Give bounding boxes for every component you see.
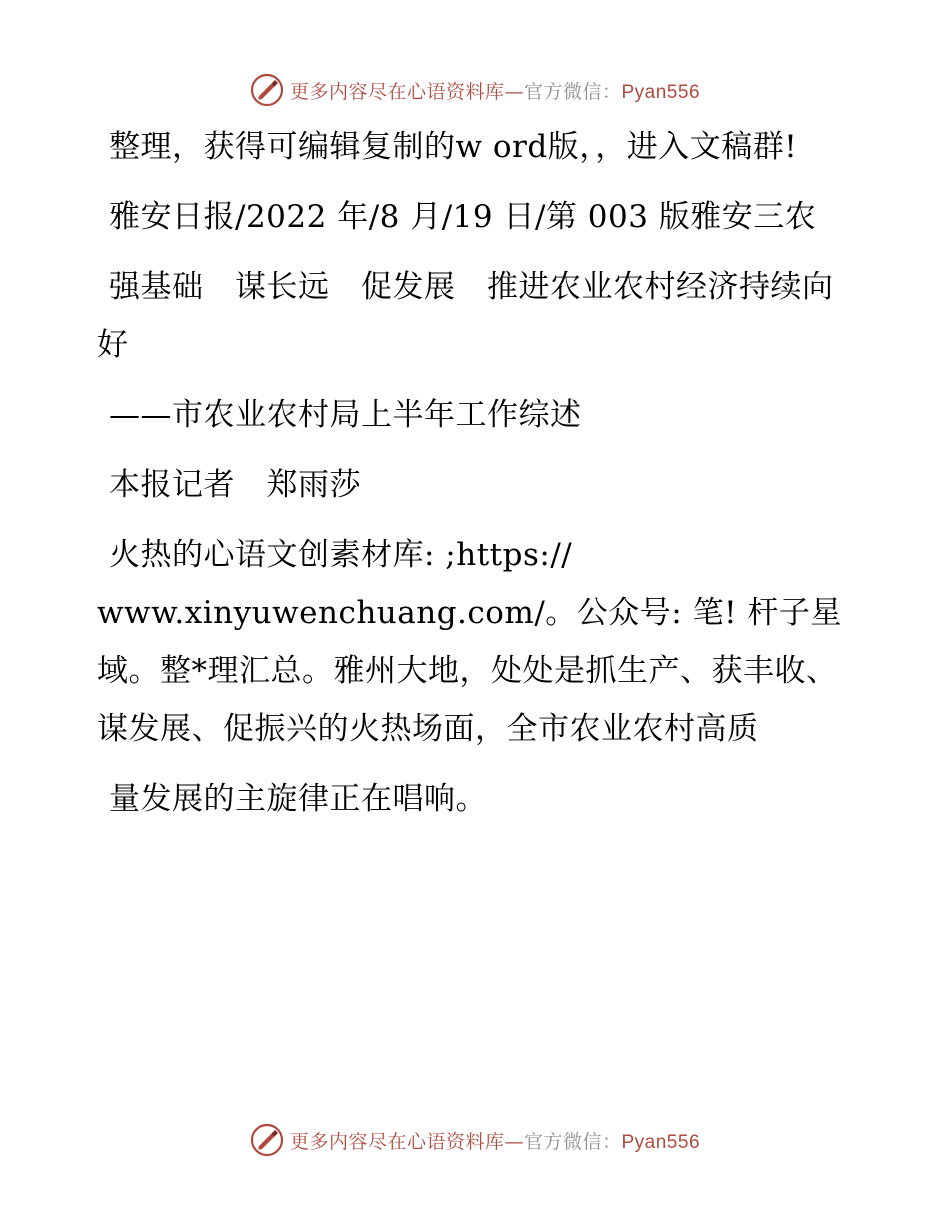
paragraph-source: 雅安日报/2022 年/8 月/19 日/第 003 版雅安三农: [109, 199, 817, 235]
banner-prefix: 更多内容尽在心语资料库—: [289, 1130, 524, 1153]
footer-banner: [0, 1120, 950, 1160]
document-body: [97, 118, 857, 840]
paragraph-body-continued: 量发展的主旋律正在唱响。: [109, 781, 487, 817]
banner-account: Pyan556: [621, 81, 701, 103]
header-banner: [0, 70, 950, 110]
article-byline: 本报记者 郑雨莎: [109, 467, 361, 503]
banner-account: Pyan556: [621, 1131, 701, 1153]
paragraph-body: 火热的心语文创素材库: ;https:// www.xinyuwenchuang.com/。公众号: 笔! 杆子星域。整*理汇总。雅州大地，处处是抓生产、获丰收、谋发展、促振兴的火热场面，全市农业农村高质: [97, 537, 842, 747]
article-subtitle: ——市农业农村局上半年工作综述: [109, 397, 582, 433]
pen-logo-icon: [250, 73, 284, 107]
banner-prefix: 更多内容尽在心语资料库—: [289, 80, 524, 103]
paragraph-intro: 整理，获得可编辑复制的w ord版，，进入文稿群!: [109, 129, 798, 165]
banner-wechat-label: 官方微信：: [523, 80, 622, 103]
banner-wechat-label: 官方微信：: [523, 1130, 622, 1153]
pen-logo-icon: [250, 1123, 284, 1157]
article-title: 强基础 谋长远 促发展 推进农业农村经济持续向好: [97, 269, 834, 363]
